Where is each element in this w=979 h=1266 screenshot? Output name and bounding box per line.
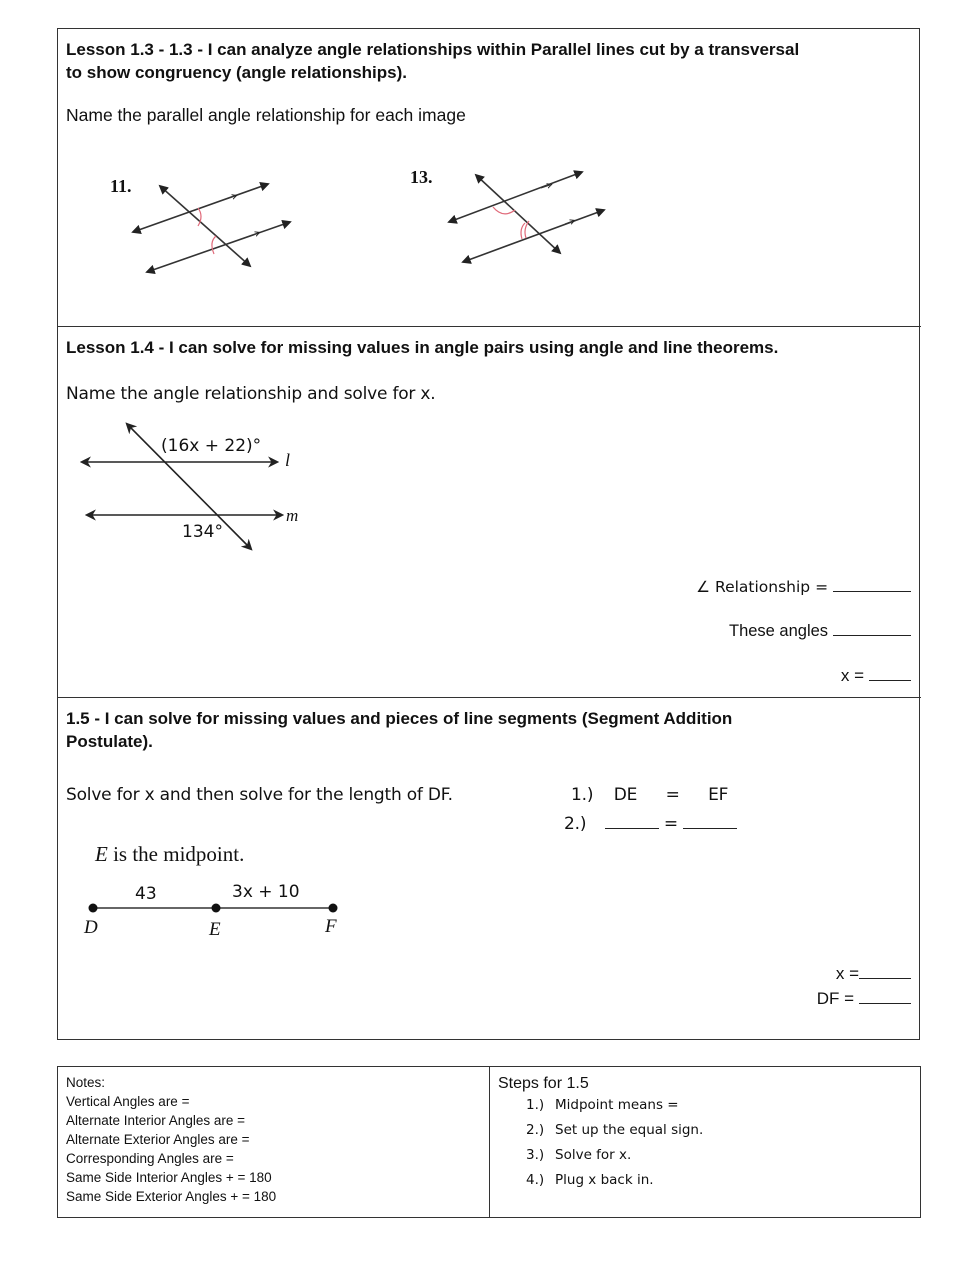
- step-item: [526, 1143, 703, 1168]
- step-item: [526, 1093, 703, 1118]
- x-blank[interactable]: [859, 964, 911, 979]
- step-1-equation: [571, 785, 728, 805]
- notes-divider: [489, 1066, 490, 1218]
- relationship-blank[interactable]: [833, 577, 911, 592]
- lesson-1-3-title: [66, 38, 916, 84]
- line-l-label: l: [285, 450, 291, 470]
- relationship-answer: [696, 577, 911, 596]
- these-angles-label: These angles: [728, 622, 829, 640]
- lesson-1-5-instruction: Solve for x and then solve for the length of DF.: [66, 785, 453, 805]
- step-text: Set up the equal sign.: [555, 1122, 704, 1138]
- step-number: 1.): [571, 785, 594, 805]
- point-f-icon: [329, 904, 338, 913]
- figure-angle-pair: [70, 410, 320, 560]
- line-m-label: m: [286, 506, 299, 525]
- step-left: DE: [613, 785, 638, 805]
- steps-list: [526, 1093, 703, 1193]
- step-number: 4.): [526, 1172, 545, 1188]
- x-answer-1-5: [836, 964, 911, 984]
- step-text: Midpoint means =: [555, 1097, 679, 1113]
- lesson-1-5-title-line1: 1.5 - I can solve for missing values and pieces of line segments (Segment Addition: [66, 709, 733, 728]
- point-e-icon: [212, 904, 221, 913]
- step-right: EF: [708, 785, 729, 805]
- df-answer: [817, 989, 911, 1009]
- note-alt-exterior: Alternate Exterior Angles are =: [66, 1132, 250, 1147]
- df-blank[interactable]: [859, 989, 911, 1004]
- step-text: Plug x back in.: [555, 1172, 654, 1188]
- note-vertical: Vertical Angles are =: [66, 1094, 190, 1109]
- step-text: Solve for x.: [555, 1147, 632, 1163]
- notes-heading: Notes:: [66, 1075, 106, 1090]
- segment-de-length: 43: [135, 884, 157, 904]
- point-f-label: F: [325, 916, 337, 937]
- angle-bottom-label: 134°: [182, 522, 223, 542]
- step-equals: =: [663, 814, 678, 834]
- note-ss-interior: Same Side Interior Angles + = 180: [66, 1170, 272, 1185]
- point-e-label: E: [209, 919, 221, 940]
- note-alt-interior: Alternate Interior Angles are =: [66, 1113, 245, 1128]
- these-angles-blank[interactable]: [833, 621, 911, 636]
- lesson-1-4-instruction: Name the angle relationship and solve for x.: [66, 384, 436, 404]
- df-label: DF =: [816, 989, 855, 1008]
- lesson-1-5-title-line2: Postulate).: [66, 732, 153, 751]
- lesson-1-3-title-line1: Lesson 1.3 - 1.3 - I can analyze angle relationships within Parallel lines cut by a transversal: [66, 40, 800, 59]
- figure-11-number: 11.: [110, 176, 132, 196]
- these-angles-answer: [729, 621, 911, 641]
- lesson-1-3-instruction: Name the parallel angle relationship for each image: [66, 105, 466, 125]
- angle-top-label: (16x + 22)°: [161, 436, 262, 456]
- lesson-1-3-title-line2: to show congruency (angle relationships).: [66, 63, 407, 82]
- row-divider: [57, 326, 921, 327]
- relationship-label: ∠ Relationship =: [696, 578, 829, 596]
- figure-13-number: 13.: [410, 167, 433, 187]
- step-number: 3.): [526, 1147, 545, 1163]
- lesson-1-5-title: [66, 707, 916, 753]
- step-equals: =: [665, 785, 680, 805]
- notes-list: [66, 1073, 276, 1206]
- segment-ef-length: 3x + 10: [232, 882, 300, 902]
- caption-variable: E: [95, 842, 108, 866]
- steps-heading: Steps for 1.5: [498, 1075, 589, 1092]
- step-2-equation: [564, 814, 737, 834]
- note-corresponding: Corresponding Angles are =: [66, 1151, 234, 1166]
- step-2-right-blank[interactable]: [683, 814, 737, 829]
- segment-diagram: [80, 875, 360, 945]
- step-number: 2.): [526, 1122, 545, 1138]
- figure-13: [395, 155, 625, 275]
- note-ss-exterior: Same Side Exterior Angles + = 180: [66, 1189, 277, 1204]
- step-item: [526, 1118, 703, 1143]
- step-2-left-blank[interactable]: [605, 814, 659, 829]
- lesson-1-4-title: Lesson 1.4 - I can solve for missing values in angle pairs using angle and line theorems.: [66, 338, 779, 357]
- x-blank[interactable]: [869, 666, 911, 681]
- point-d-label: D: [84, 917, 98, 938]
- x-answer-1-4: [841, 666, 911, 686]
- x-label: x =: [835, 964, 859, 983]
- midpoint-caption: [95, 842, 244, 867]
- figure-11: [90, 160, 310, 285]
- step-number: 1.): [526, 1097, 545, 1113]
- step-item: [526, 1168, 703, 1193]
- caption-text: is the midpoint.: [107, 842, 245, 866]
- point-d-icon: [89, 904, 98, 913]
- x-label: x =: [840, 666, 865, 685]
- row-divider: [57, 697, 921, 698]
- step-number: 2.): [564, 814, 587, 834]
